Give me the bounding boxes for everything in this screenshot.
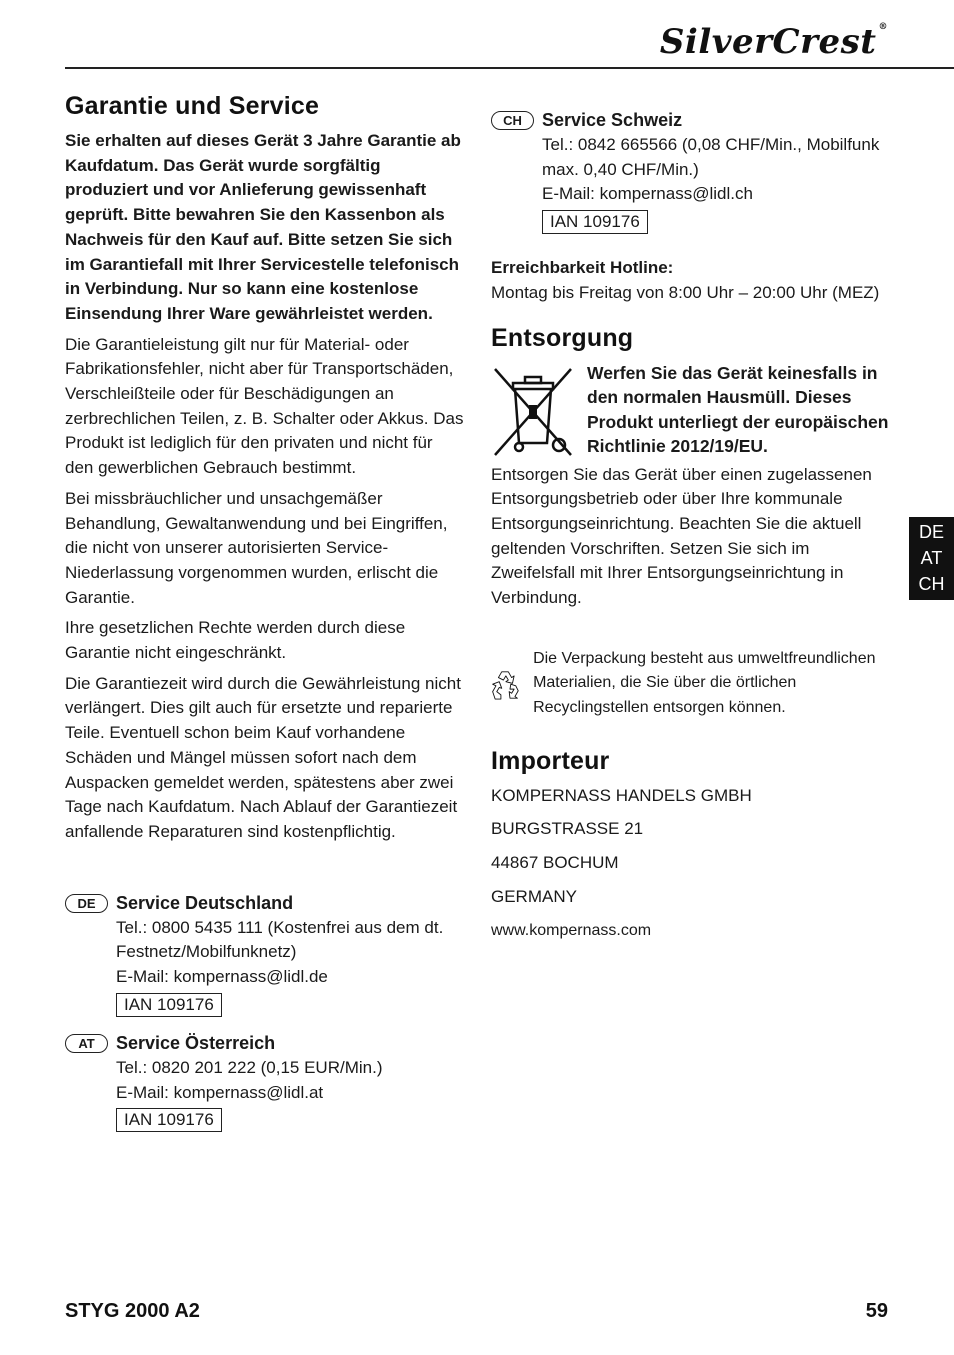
service-switzerland-tel: Tel.: 0842 665566 (0,08 CHF/Min., Mobilfunk max. 0,40 CHF/Min.) [542,135,880,179]
service-germany-ian: IAN 109176 [116,993,222,1017]
garantie-paragraph-3: Ihre gesetzlichen Rechte werden durch diese Garantie nicht eingeschränkt. [65,618,406,663]
importer-company: KOMPERNASS HANDELS GMBH [491,785,752,805]
entsorgung-text: Entsorgen Sie das Gerät über einen zugelassenen Entsorgungsbetrieb oder über Ihre kommunale Entsorgungseinrichtung. Beachten Sie die aktuell geltenden Vorschriften. Setzen Sie sich im Zweifelsfall mit Ihrer Entsorgungseinrichtung in Verbindung. [491,464,872,608]
importer-website: www.kompernass.com [491,921,652,939]
importer-street: BURGSTRASSE 21 [491,819,644,839]
country-badge-at: AT [65,1034,108,1053]
footer-model-number: STYG 2000 A2 [65,1300,200,1322]
hotline-hours: Montag bis Freitag von 8:00 Uhr – 20:00 Uhr (MEZ) [491,282,880,302]
service-switzerland [491,108,891,234]
weee-notice [491,361,891,459]
importer-city: 44867 BOCHUM [491,853,619,873]
service-germany-email: E-Mail: kompernass@lidl.de [116,967,328,987]
lang-at: AT [920,548,943,568]
crossed-bin-icon [491,361,575,457]
country-badge-de: DE [65,894,108,913]
service-austria-tel: Tel.: 0820 201 222 (0,15 EUR/Min.) [116,1057,383,1077]
packaging-note: Die Verpackung besteht aus umweltfreundlichen Materialien, die Sie über die örtlichen Recyclingstellen entsorgen können. [533,649,876,717]
service-germany [65,891,465,1017]
logo-registered-mark: ® [878,22,888,32]
recycling-notice [491,647,891,723]
weee-warning: Werfen Sie das Gerät keinesfalls in den normalen Hausmüll. Dieses Produkt unterliegt der europäischen Richtlinie 2012/19/EU. [587,362,889,457]
header-rule [65,67,954,69]
brand-logo [660,22,888,62]
country-badge-ch: CH [491,111,534,130]
service-switzerland-ian: IAN 109176 [542,210,648,234]
garantie-heading: Garantie und Service [65,92,320,120]
service-austria-email: E-Mail: kompernass@lidl.at [116,1082,324,1102]
service-germany-title: Service Deutschland [116,892,294,913]
lang-de: DE [918,522,944,542]
lang-ch: CH [918,574,945,594]
left-column [65,92,465,1146]
service-austria-ian: IAN 109176 [116,1108,222,1132]
service-switzerland-title: Service Schweiz [542,110,683,130]
importeur-heading: Importeur [491,746,610,775]
service-austria-title: Service Österreich [116,1032,276,1053]
garantie-paragraph-2: Bei missbräuchlicher und unsachgemäßer Behandlung, Gewaltanwendung und bei Eingriffen, die nicht von unserer autorisierten Service-Niederlassung vorgenommen wurden, erlischt die Garantie. [65,488,448,607]
service-austria [65,1031,465,1132]
logo-first: Silver [659,22,773,62]
importer-country: GERMANY [491,886,577,906]
logo-second: Crest [772,22,877,62]
importer-address [491,784,891,944]
hotline-heading: Erreichbarkeit Hotline: [491,258,674,278]
entsorgung-heading: Entsorgung [491,323,634,352]
footer-page-number: 59 [865,1300,888,1322]
language-tab [909,517,954,600]
recycling-icon [491,647,519,723]
garantie-paragraph-1: Die Garantieleistung gilt nur für Material- oder Fabrikationsfehler, nicht aber für Transportschäden, Verschleißteile oder für Beschädigungen an zerbrechlichen Teilen, z. B. Schalter oder Akkus. Das Produkt ist lediglich für den privaten und nicht für den gewerblichen Gebrauch bestimmt. [65,334,464,478]
right-column [491,108,891,952]
garantie-paragraph-4: Die Garantiezeit wird durch die Gewährleistung nicht verlängert. Dies gilt auch für ersetzte und reparierte Teile. Eventuell schon beim Kauf vorhandene Schäden und Mängel müssen sofort nach dem Auspacken gemeldet werden, spätestens aber zwei Tage nach Kaufdatum. Nach Ablauf der Garantiezeit anfallende Reparaturen sind kostenpflichtig. [65,673,461,841]
service-germany-tel: Tel.: 0800 5435 111 (Kostenfrei aus dem dt. Festnetz/Mobilfunknetz) [116,917,444,962]
garantie-intro: Sie erhalten auf dieses Gerät 3 Jahre Garantie ab Kaufdatum. Das Gerät wurde sorgfältig produziert und vor Anlieferung gewissenhaft geprüft. Bitte bewahren Sie den Kassenbon als Nachweis für den Kauf auf. Bitte setzen Sie sich im Garantiefall mit Ihrer Servicestelle telefonisch in Verbindung. Nur so kann eine kostenlose Einsendung Ihrer Ware gewährleistet werden. [65,131,461,323]
service-switzerland-email: E-Mail: kompernass@lidl.ch [542,184,753,204]
